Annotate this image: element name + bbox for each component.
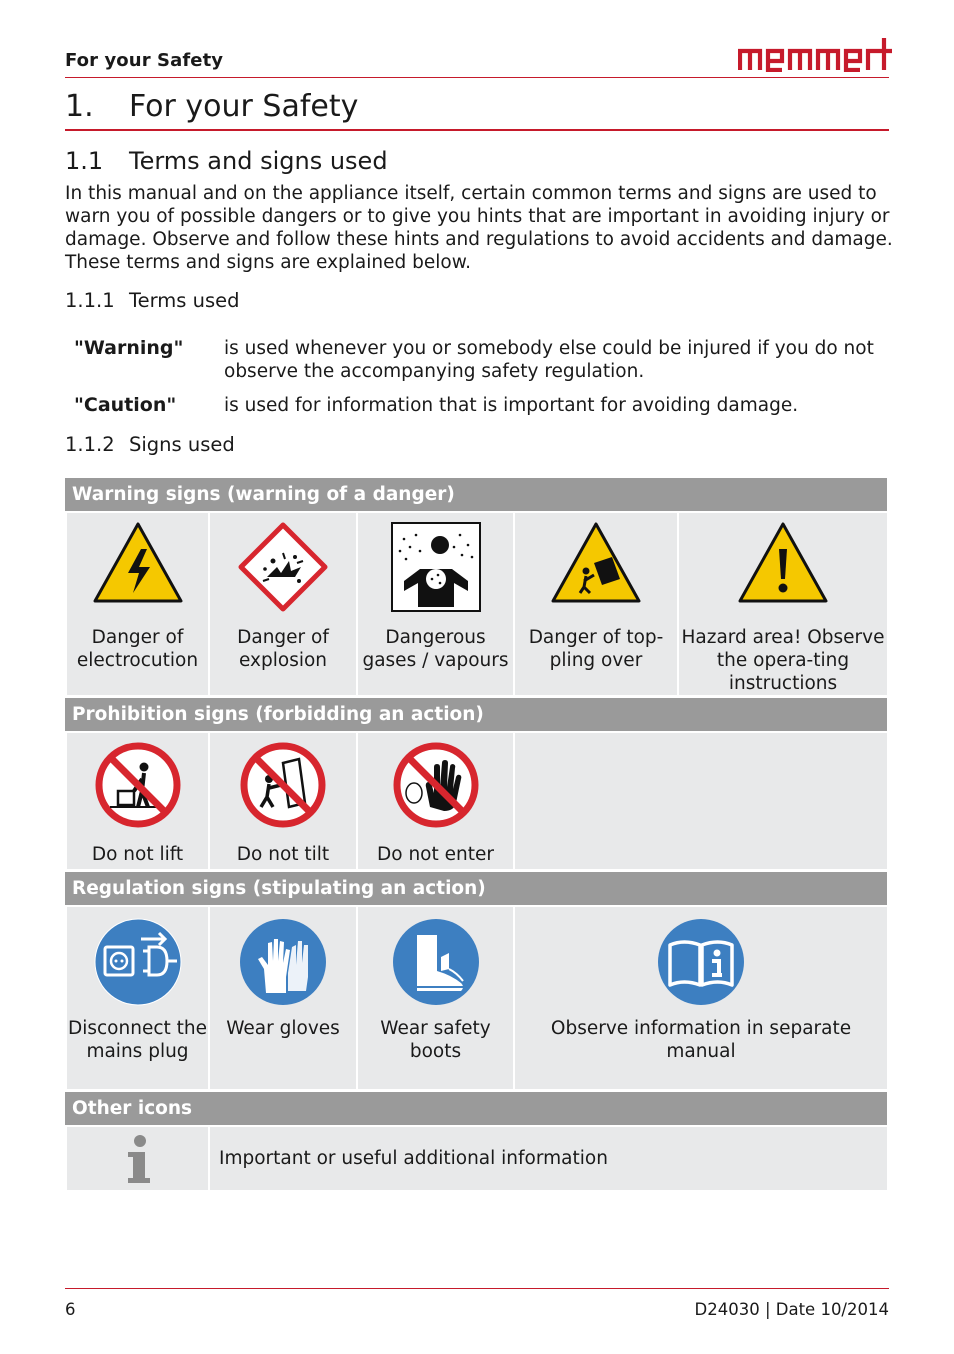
document-reference: D24030 | Date 10/2014 bbox=[694, 1300, 889, 1319]
running-header: For your Safety bbox=[65, 50, 224, 71]
toppling-warning-icon bbox=[550, 521, 642, 605]
caption-no-tilt: Do not tilt bbox=[236, 844, 330, 865]
section-heading bbox=[65, 147, 388, 175]
caption-info: Important or useful additional information bbox=[219, 1148, 608, 1169]
info-text-cell bbox=[210, 1127, 887, 1190]
sign-cell-info bbox=[67, 1127, 208, 1190]
caption-hazard: Hazard area! Observe the opera-ting instructions bbox=[681, 627, 885, 694]
memmert-logo bbox=[738, 34, 892, 72]
sign-cell-electrocution bbox=[67, 513, 208, 695]
caption-boots: Wear safety boots bbox=[380, 1018, 491, 1062]
terms-heading bbox=[65, 289, 240, 312]
caption-no-enter: Do not enter bbox=[377, 844, 494, 865]
section-intro: In this manual and on the appliance itself, certain common terms and signs are used to warn you of possible dangers or to give you hints that are important in avoiding injury or damage. Observe and follow these hints and regulations to avoid accidents and damage. These terms and signs are explained below. bbox=[65, 183, 893, 273]
chapter-number: 1. bbox=[65, 89, 94, 124]
caption-no-lift: Do not lift bbox=[91, 844, 184, 865]
signs-title: Signs used bbox=[129, 433, 235, 456]
term-warning: "Warning" bbox=[74, 337, 184, 359]
prohibition-signs-header: Prohibition signs (forbidding an action) bbox=[65, 698, 887, 731]
regulation-signs-header: Regulation signs (stipulating an action) bbox=[65, 872, 887, 905]
no-enter-icon bbox=[392, 741, 480, 829]
boots-icon bbox=[391, 917, 481, 1007]
chapter-rule bbox=[65, 129, 889, 131]
term-warning-definition: is used whenever you or somebody else could be injured if you do not observe the accompanying safety regulation. bbox=[224, 338, 874, 382]
sign-cell-unplug bbox=[67, 907, 208, 1089]
caption-gases: Dangerous gases / vapours bbox=[362, 627, 509, 671]
caption-unplug: Disconnect the mains plug bbox=[67, 1018, 207, 1062]
explosion-warning-icon bbox=[237, 521, 329, 613]
caption-explosion: Danger of explosion bbox=[237, 627, 329, 671]
sign-cell-no-lift bbox=[67, 733, 208, 869]
term-caution-definition: is used for information that is important for avoiding damage. bbox=[224, 395, 799, 416]
terms-title: Terms used bbox=[129, 289, 240, 312]
gases-warning-icon bbox=[390, 521, 482, 613]
empty-cell bbox=[515, 733, 887, 869]
header-rule bbox=[65, 77, 889, 78]
signs-heading bbox=[65, 433, 235, 456]
sign-cell-toppling bbox=[515, 513, 677, 695]
info-icon bbox=[118, 1134, 158, 1184]
gloves-icon bbox=[238, 917, 328, 1007]
footer-rule bbox=[65, 1288, 889, 1289]
sign-cell-no-enter bbox=[358, 733, 513, 869]
caption-manual: Observe information in separate manual bbox=[550, 1018, 852, 1062]
terms-number: 1.1.1 bbox=[65, 289, 115, 312]
page-number: 6 bbox=[65, 1300, 76, 1319]
sign-cell-explosion bbox=[210, 513, 356, 695]
sign-cell-gloves bbox=[210, 907, 356, 1089]
no-tilt-icon bbox=[239, 741, 327, 829]
no-lift-icon bbox=[94, 741, 182, 829]
sign-cell-gases bbox=[358, 513, 513, 695]
unplug-icon bbox=[93, 917, 183, 1007]
sign-cell-no-tilt bbox=[210, 733, 356, 869]
sign-cell-manual bbox=[515, 907, 887, 1089]
caption-gloves: Wear gloves bbox=[226, 1018, 340, 1039]
caption-electrocution: Danger of electrocution bbox=[76, 627, 199, 671]
section-title: Terms and signs used bbox=[129, 147, 388, 175]
sign-cell-boots bbox=[358, 907, 513, 1089]
section-number: 1.1 bbox=[65, 147, 104, 175]
warning-signs-header: Warning signs (warning of a danger) bbox=[65, 478, 887, 511]
chapter-title: For your Safety bbox=[129, 89, 359, 124]
hazard-warning-icon bbox=[737, 521, 829, 605]
other-icons-header: Other icons bbox=[65, 1092, 887, 1125]
term-caution: "Caution" bbox=[74, 394, 177, 416]
sign-cell-hazard bbox=[679, 513, 887, 695]
manual-icon bbox=[656, 917, 746, 1007]
chapter-heading bbox=[65, 89, 358, 124]
signs-number: 1.1.2 bbox=[65, 433, 115, 456]
electrocution-warning-icon bbox=[92, 521, 184, 605]
caption-toppling: Danger of top-pling over bbox=[528, 627, 664, 671]
